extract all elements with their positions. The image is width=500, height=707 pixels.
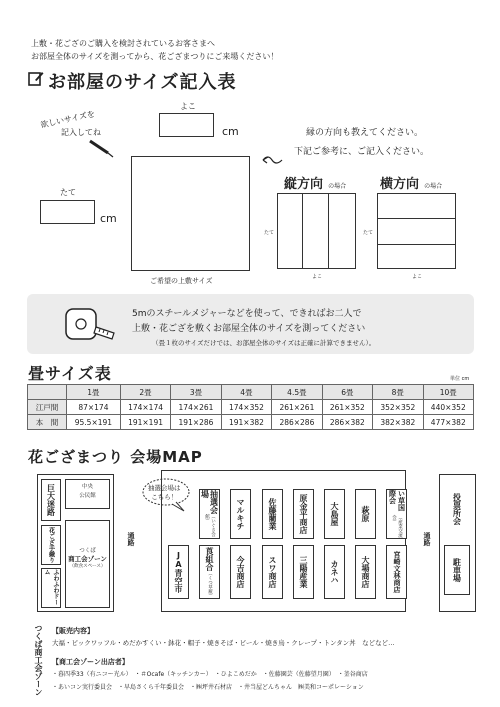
- table-cell: 477×382: [423, 415, 473, 430]
- tatami-table: [27, 384, 474, 430]
- booth-hanagoza-weaving: 花ござ手織り: [41, 525, 61, 565]
- table-cell: 191×286: [171, 415, 221, 430]
- tip-line3: （畳１枚のサイズだけでは、お部屋全体のサイズは正確に計算できません）。: [152, 339, 376, 347]
- shokokai-zone-label: 商工会ゾーン: [68, 555, 107, 563]
- vertical-example: [277, 193, 356, 269]
- header-cell: 4.5畳: [272, 385, 322, 400]
- tate-input-box[interactable]: [40, 200, 95, 224]
- booth-marukichi: マルキチ: [230, 489, 251, 539]
- eating-space-label: （飲食スペース）: [69, 564, 106, 569]
- horizontal-no-baai: の場合: [424, 183, 443, 190]
- horizontal-example: [377, 193, 456, 269]
- booth-oshimaya: 大島屋: [324, 489, 345, 539]
- map-title: 花ござまつり 会場MAP: [28, 448, 203, 466]
- booth-oba: 大場商店: [355, 545, 376, 599]
- tate-label: たて: [60, 188, 76, 197]
- header-cell: 8畳: [373, 385, 423, 400]
- note-want-line1: 欲しいサイズを: [39, 109, 96, 130]
- table-row: [28, 400, 474, 415]
- table-cell: 174×261: [171, 400, 221, 415]
- direction-note2: 下記ご参考に、ご記入ください。: [294, 147, 430, 157]
- tate-unit: cm: [100, 212, 117, 225]
- tatami-title: 畳サイズ表: [28, 364, 112, 383]
- horizontal-axis-yoko: よこ: [412, 274, 423, 280]
- intro-line1: 上敷・花ござのご購入を検討されているお客さまへ: [31, 39, 215, 48]
- shop-line1: ・暮四季33（有ニコー光ル） ・＃Ocafe（キッチンカー） ・ひよこめだか ・佐藤園芸（佐藤望月園） ・釜谷商店: [52, 671, 368, 678]
- voting-venue: 投票所会: [444, 486, 470, 532]
- table-cell: 382×382: [373, 415, 423, 430]
- shop-line2: ・あいコン実行委員会 ・早島さくら千年委員会 ・㈱坪井石材店 ・井当屋どんちゃん ㈱美和コーポレーション: [52, 684, 364, 691]
- tatami-header-row: [28, 385, 474, 400]
- vertical-no-baai: の場合: [328, 183, 347, 190]
- info-side-label: つくば商工会ゾーン: [34, 624, 43, 696]
- chuou-label: 中央: [81, 484, 93, 490]
- shokokai-zone-box: [65, 520, 110, 608]
- table-cell: 174×174: [120, 400, 170, 415]
- lottery-note-line1: 抽選会場は: [148, 484, 181, 492]
- booth-kumiai: 莨組合 （くつ草履）: [199, 545, 220, 599]
- lottery-note-line2: こちら！: [151, 493, 178, 501]
- vertical-title-group: [284, 173, 346, 192]
- tatami-unit: 単位 cm: [450, 376, 470, 382]
- header-cell: 4畳: [221, 385, 271, 400]
- header-cell: [28, 385, 67, 400]
- booth-fuwafuwa: ふわふわドーム: [41, 568, 61, 608]
- booth-sato: 佐藤藺業: [262, 489, 283, 539]
- sale-text: 大福・ピックワッフル・めだかすくい・鉢花・帽子・焼きそば・ビール・焼き鳥・クレープ・トンタン丼 などなど…: [52, 639, 395, 647]
- road-right: 通路: [423, 532, 431, 546]
- note-want-line2: 記入してね: [61, 128, 101, 137]
- booth-sanyo: 三陽産業: [293, 545, 314, 599]
- row-header-edoma: 江戸間: [28, 400, 67, 415]
- header-cell: 1畳: [67, 385, 121, 400]
- intro-line2: お部屋全体のサイズを測ってから、花ござまつりにご来場ください！: [31, 52, 279, 61]
- room-size-area[interactable]: [131, 156, 250, 271]
- sale-head: 【販売内容】: [52, 627, 94, 635]
- booth-ja-aozora: JA青空市: [168, 545, 189, 599]
- table-cell: 286×286: [272, 415, 322, 430]
- booth-lottery: 抽選会場 （いぐさ会館）: [199, 489, 220, 539]
- vertical-axis-yoko: よこ: [312, 274, 323, 280]
- table-cell: 95.5×191: [67, 415, 121, 430]
- header-cell: 6畳: [322, 385, 372, 400]
- pencil-icon: [88, 137, 114, 159]
- direction-note1: 縁の方向も教えてください。: [306, 128, 424, 138]
- pencil-note-icon: [28, 70, 44, 86]
- tape-measure-icon: [62, 305, 116, 343]
- header-cell: 2畳: [120, 385, 170, 400]
- booth-imayoshi: 今吉商店: [230, 545, 251, 599]
- yoko-unit: cm: [222, 125, 239, 138]
- booth-harakane: 原金平商店: [293, 489, 314, 539]
- tip-line2: 上敷・花ござを敷くお部屋全体のサイズを測ってください: [132, 324, 366, 334]
- size-section-title: お部屋のサイズ記入表: [48, 72, 237, 93]
- booth-hagiwara: 萩原: [355, 489, 376, 539]
- row-header-honma: 本 間: [28, 415, 67, 430]
- booth-kaneha: カネハ: [324, 545, 345, 599]
- shop-head: 【商工会ゾーン出店者】: [52, 658, 129, 666]
- booth-suwa: スワ商店: [262, 545, 283, 599]
- header-cell: 10畳: [423, 385, 473, 400]
- tsukuba-label: つくば: [79, 548, 96, 554]
- table-row: [28, 415, 474, 430]
- booth-igusa-kokusai: い草国際会 （産業交流会）: [386, 489, 407, 539]
- horizontal-axis-tate: たて: [363, 230, 374, 236]
- tip-line1: 5mのスチールメジャーなどを使って、できればお二人で: [132, 309, 362, 319]
- booth-maze: 巨大迷路: [41, 479, 61, 521]
- table-cell: 191×191: [120, 415, 170, 430]
- arrow-icon: [262, 152, 288, 166]
- vertical-title: 縦方向: [284, 177, 324, 192]
- table-cell: 87×174: [67, 400, 121, 415]
- community-hall: [65, 479, 110, 509]
- hall-label: 公民館: [79, 493, 96, 499]
- area-caption: ご希望の上敷サイズ: [150, 277, 213, 285]
- table-cell: 261×352: [322, 400, 372, 415]
- table-cell: 286×382: [322, 415, 372, 430]
- parking-lot: 駐車場: [444, 545, 470, 595]
- yoko-label: よこ: [180, 102, 196, 111]
- yoko-input-box[interactable]: [159, 113, 214, 137]
- horizontal-title: 横方向: [380, 177, 420, 192]
- road-left: 通路: [127, 532, 135, 546]
- table-cell: 191×382: [221, 415, 271, 430]
- vertical-axis-tate: たて: [264, 230, 275, 236]
- table-cell: 261×261: [272, 400, 322, 415]
- table-cell: 440×352: [423, 400, 473, 415]
- table-cell: 174×352: [221, 400, 271, 415]
- horizontal-title-group: [380, 173, 442, 192]
- header-cell: 3畳: [171, 385, 221, 400]
- booth-miyazaki: 宮崎文林商店: [386, 545, 407, 599]
- table-cell: 352×352: [373, 400, 423, 415]
